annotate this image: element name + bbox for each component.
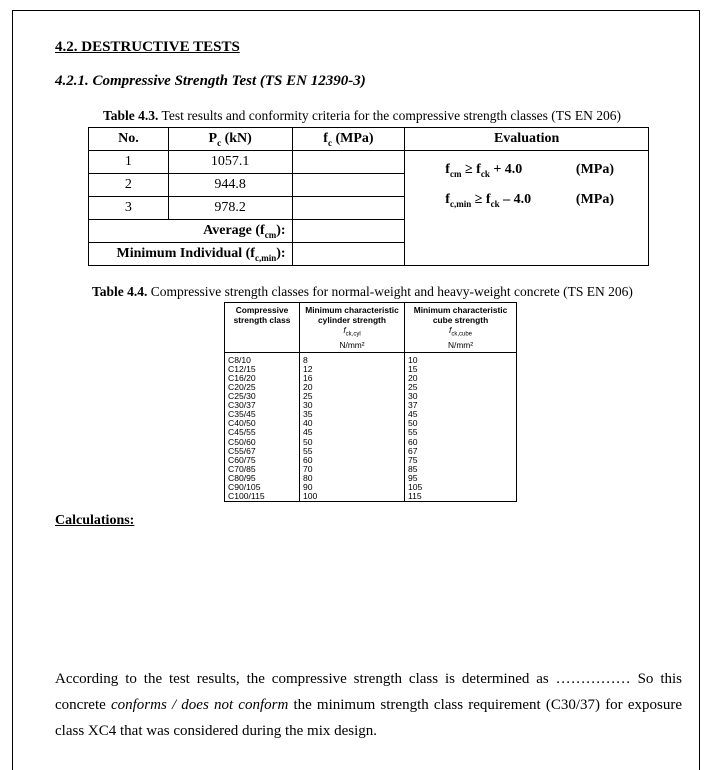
table-row [225,383,517,392]
t44-cube-cell: 20 [405,374,517,383]
row-no: 2 [89,174,169,197]
t44-cube-cell: 85 [405,465,517,474]
t44-cylinder-cell: 45 [300,428,405,437]
t44-cube-cell: 37 [405,401,517,410]
row-no: 3 [89,197,169,220]
t44-cylinder-cell: 70 [300,465,405,474]
t44-cube-cell: 50 [405,419,517,428]
t44-cube-cell: 67 [405,447,517,456]
t44-cube-cell: 10 [405,352,517,365]
t44-class-cell: C90/105 [225,483,300,492]
table-row [225,419,517,428]
table44 [224,302,517,502]
table-row [225,474,517,483]
t44-cylinder-cell: 20 [300,383,405,392]
table-row [225,374,517,383]
t44-cube-cell: 55 [405,428,517,437]
table44-caption-text: Compressive strength classes for normal-weight and heavy-weight concrete (TS EN 206) [147,284,633,299]
t44-cylinder-cell: 30 [300,401,405,410]
table44-caption [92,284,633,300]
t44-header-cylinder: Minimum characteristic cylinder strength $f_{ck,cyl}$ N/mm² [300,303,405,353]
t44-cylinder-cell: 16 [300,374,405,383]
t44-cube-cell: 75 [405,456,517,465]
conformity-choice: conforms / does not conform [110,697,289,713]
t44-body [225,352,517,502]
t44-cube-cell: 15 [405,365,517,374]
table-row [225,492,517,502]
t44-cylinder-cell: 80 [300,474,405,483]
table43 [88,127,649,266]
t44-class-cell: C80/95 [225,474,300,483]
header-evaluation: Evaluation [405,128,649,151]
conclusion-paragraph: According to the test results, the compressive strength class is determined as …………… So this concrete conforms / does not conform the minimum strength class requirement (C30/37) for exposure class XC4 that was considered during the mix design. [55,671,682,739]
criterion-mean: $f_{cm} \ge f_{ck} + 4.0$ (MPa) [445,162,614,179]
t44-cylinder-cell: 100 [300,492,405,502]
t44-cylinder-cell: 90 [300,483,405,492]
minimum-label: Minimum Individual $(f_{c,min})$: [89,243,293,266]
table-row [89,151,649,174]
t44-cylinder-cell: 55 [300,447,405,456]
section-title: 4.2. DESTRUCTIVE TESTS [55,39,240,55]
t44-cube-cell: 95 [405,474,517,483]
table43-caption [103,108,621,124]
t44-cylinder-cell: 8 [300,352,405,365]
t44-class-cell: C70/85 [225,465,300,474]
row-no: 1 [89,151,169,174]
t44-class-cell: C50/60 [225,438,300,447]
t44-cylinder-cell: 35 [300,410,405,419]
criterion-min: $f_{c,min} \ge f_{ck} - 4.0$ (MPa) [445,191,614,209]
t44-cylinder-cell: 12 [300,365,405,374]
t44-class-cell: C8/10 [225,352,300,365]
row-fc [292,151,405,174]
row-pc: 944.8 [168,174,292,197]
t44-class-cell: C100/115 [225,492,300,502]
t44-class-cell: C20/25 [225,383,300,392]
t44-cube-cell: 60 [405,438,517,447]
table-row [225,456,517,465]
calculations-label: Calculations: [55,513,135,528]
t44-class-cell: C12/15 [225,365,300,374]
table43-caption-label: Table 4.3. [103,108,159,123]
table-row [225,428,517,437]
minimum-value [292,243,405,266]
t44-class-cell: C55/67 [225,447,300,456]
header-fc: $f_c$ (MPa) [292,128,405,151]
header-no: No. [89,128,169,151]
t44-cylinder-cell: 50 [300,438,405,447]
row-fc [292,174,405,197]
table44-caption-label: Table 4.4. [92,284,148,299]
table-row [225,352,517,365]
t44-class-cell: C35/45 [225,410,300,419]
t44-cube-cell: 105 [405,483,517,492]
t44-class-cell: C25/30 [225,392,300,401]
row-fc [292,197,405,220]
t44-class-cell: C16/20 [225,374,300,383]
t44-cylinder-cell: 60 [300,456,405,465]
average-label: Average $(f_{cm})$: [89,220,293,243]
table-row [225,365,517,374]
table-row [225,392,517,401]
table-row [225,447,517,456]
t44-cube-cell: 115 [405,492,517,502]
t44-header-cube: Minimum characteristic cube strength $f_{ck,cube}$ N/mm² [405,303,517,353]
table-row [225,410,517,419]
t44-cube-cell: 45 [405,410,517,419]
t44-class-cell: C45/55 [225,428,300,437]
table-row [225,483,517,492]
table-row [225,438,517,447]
row-pc: 1057.1 [168,151,292,174]
header-pc: $P_c$ (kN) [168,128,292,151]
row-pc: 978.2 [168,197,292,220]
table-row [225,465,517,474]
subsection-title: 4.2.1. Compressive Strength Test (TS EN 12390-3) [55,73,366,89]
t44-class-cell: C60/75 [225,456,300,465]
t44-class-cell: C40/50 [225,419,300,428]
t44-cube-cell: 25 [405,383,517,392]
t44-cube-cell: 30 [405,392,517,401]
table43-caption-text: Test results and conformity criteria for the compressive strength classes (TS EN 206) [158,108,621,123]
table-row [225,401,517,410]
t44-header-class: Compressive strength class [225,303,300,353]
t44-cylinder-cell: 40 [300,419,405,428]
evaluation-cell [405,151,649,266]
average-value [292,220,405,243]
t44-class-cell: C30/37 [225,401,300,410]
t44-cylinder-cell: 25 [300,392,405,401]
